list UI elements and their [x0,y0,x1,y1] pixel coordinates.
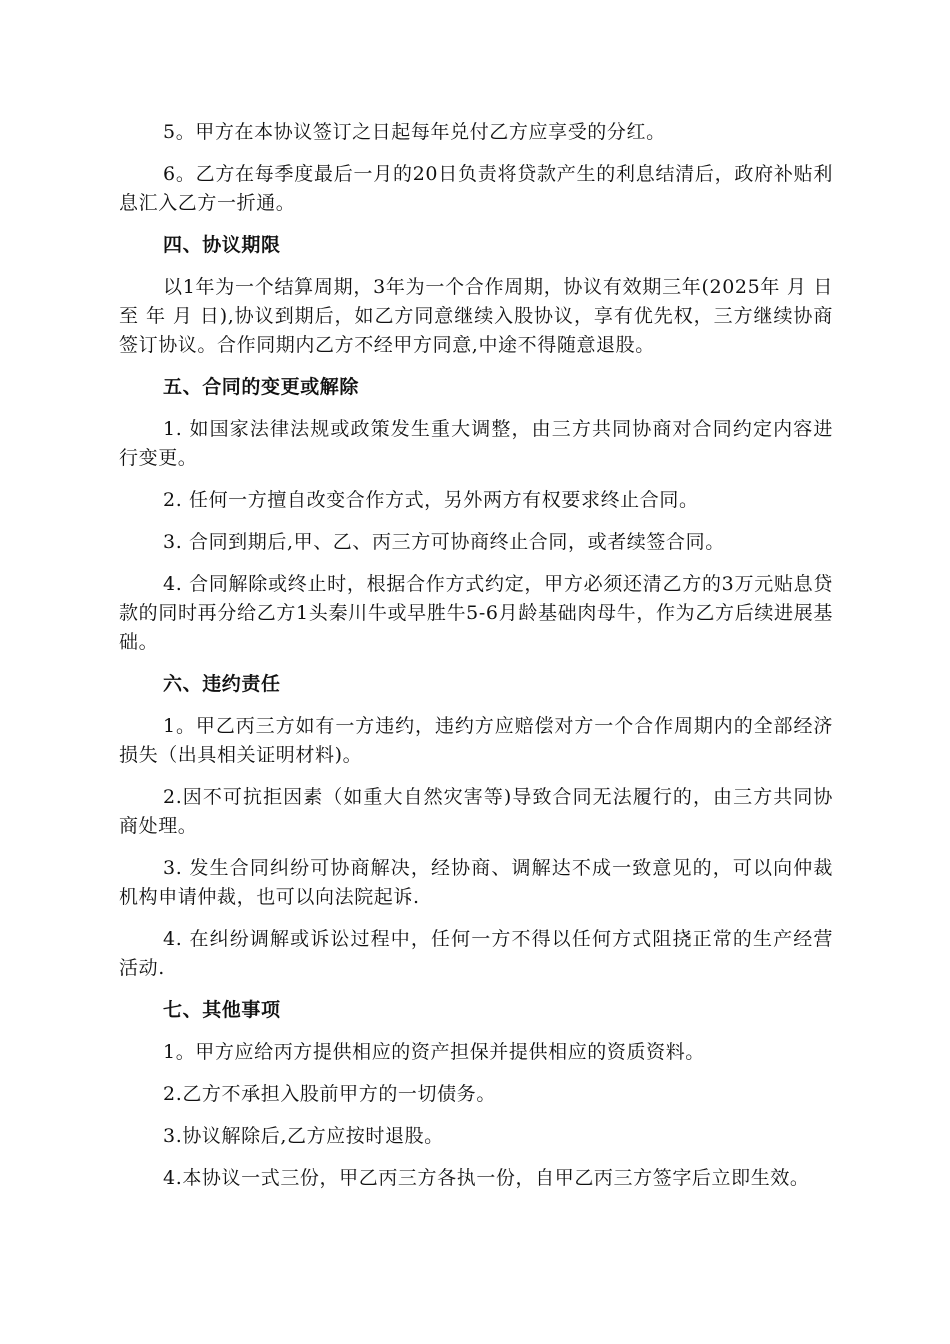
paragraph-liability-2: 2.因不可抗拒因素（如重大自然灾害等)导致合同无法履行的，由三方共同协商处理。 [119,786,833,837]
paragraph-term: 以1年为一个结算周期，3年为一个合作周期，协议有效期三年(2025年 月 日至 年 月 日),协议到期后，如乙方同意继续入股协议，享有优先权，三方继续协商签订协议。合作同期内乙方不经甲方同意,中途不得随意退股。 [119,276,833,356]
section-heading-term: 四、协议期限 [163,234,281,256]
paragraph-change-1: 1. 如国家法律法规或政策发生重大调整，由三方共同协商对合同约定内容进行变更。 [119,418,833,469]
paragraph-other-1: 1。甲方应给丙方提供相应的资产担保并提供相应的资质资料。 [163,1041,705,1063]
paragraph-change-4: 4. 合同解除或终止时，根据合作方式约定，甲方必须还清乙方的3万元贴息贷款的同时再分给乙方1头秦川牛或早胜牛5-6月龄基础肉母牛，作为乙方后续进展基础。 [119,573,833,653]
document-page [119,118,833,1206]
paragraph-change-3: 3. 合同到期后,甲、乙、丙三方可协商终止合同，或者续签合同。 [163,531,725,553]
section-heading-other: 七、其他事项 [163,999,281,1021]
paragraph-liability-4: 4. 在纠纷调解或诉讼过程中，任何一方不得以任何方式阻挠正常的生产经营活动. [119,928,833,979]
paragraph-interest: 6。乙方在每季度最后一月的20日负责将贷款产生的利息结清后，政府补贴利息汇入乙方一折通。 [119,163,833,214]
paragraph-dividend: 5。甲方在本协议签订之日起每年兑付乙方应享受的分红。 [163,121,666,143]
paragraph-other-2: 2.乙方不承担入股前甲方的一切债务。 [163,1083,496,1105]
paragraph-other-4: 4.本协议一式三份，甲乙丙三方各执一份，自甲乙丙三方签字后立即生效。 [163,1167,810,1189]
paragraph-change-2: 2. 任何一方擅自改变合作方式，另外两方有权要求终止合同。 [163,489,699,511]
section-heading-change: 五、合同的变更或解除 [163,376,360,398]
paragraph-liability-3: 3. 发生合同纠纷可协商解决，经协商、调解达不成一致意见的，可以向仲裁机构申请仲裁，也可以向法院起诉. [119,857,833,908]
section-heading-liability: 六、违约责任 [163,673,281,695]
paragraph-other-3: 3.协议解除后,乙方应按时退股。 [163,1125,444,1147]
paragraph-liability-1: 1。甲乙丙三方如有一方违约，违约方应赔偿对方一个合作周期内的全部经济损失（出具相关证明材料)。 [119,715,833,766]
